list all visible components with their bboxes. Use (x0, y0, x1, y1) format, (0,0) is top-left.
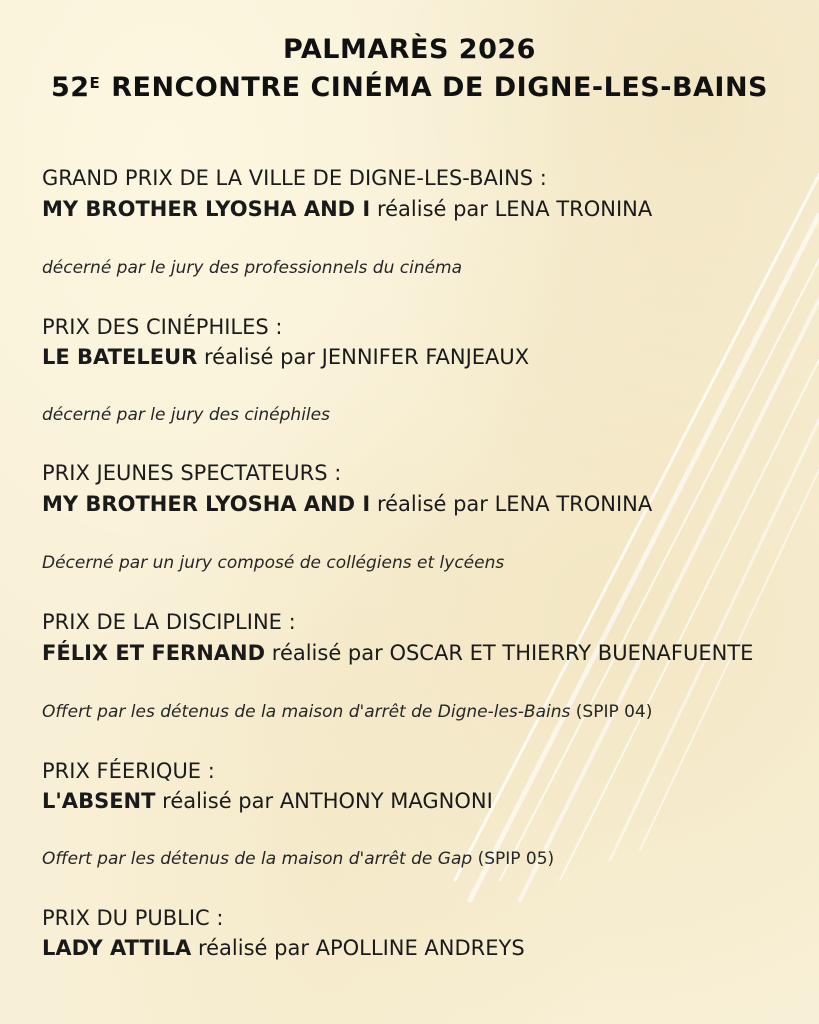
award-note-code: (SPIP 05) (477, 849, 555, 869)
film-title: LE BATELEUR (42, 345, 198, 369)
award-note-text: Offert par les détenus de la maison d'arrêt de Gap (42, 849, 473, 869)
award-category: PRIX DU PUBLIC : (42, 906, 224, 930)
award-film-line (42, 641, 753, 665)
film-title: L'ABSENT (42, 789, 156, 813)
page-subtitle (0, 72, 819, 103)
edition-text: RENCONTRE CINÉMA DE DIGNE-LES-BAINS (111, 72, 769, 103)
award-note: décerné par le jury des cinéphiles (42, 405, 330, 425)
award-category: PRIX FÉERIQUE : (42, 759, 215, 783)
award-film-line (42, 345, 529, 369)
award-note: Décerné par un jury composé de collégiens et lycéens (42, 553, 505, 573)
award-film-line (42, 936, 525, 960)
film-title: MY BROTHER LYOSHA AND I (42, 197, 371, 221)
award-category: PRIX DES CINÉPHILES : (42, 315, 283, 339)
edition-suffix: E (89, 74, 101, 92)
edition-number: 52 (50, 72, 90, 103)
film-director: réalisé par OSCAR ET THIERRY BUENAFUENTE (271, 641, 754, 665)
film-title: FÉLIX ET FERNAND (42, 641, 266, 665)
film-title: LADY ATTILA (42, 936, 192, 960)
award-note-text: Offert par les détenus de la maison d'arrêt de Digne-les-Bains (42, 702, 571, 722)
award-note-code: (SPIP 04) (575, 702, 653, 722)
film-director: réalisé par ANTHONY MAGNONI (162, 789, 493, 813)
award-film-line (42, 492, 652, 516)
film-title: MY BROTHER LYOSHA AND I (42, 492, 371, 516)
award-category: PRIX JEUNES SPECTATEURS : (42, 461, 342, 485)
award-film-line (42, 789, 493, 813)
film-director: réalisé par LENA TRONINA (376, 492, 653, 516)
film-director: réalisé par LENA TRONINA (376, 197, 653, 221)
award-note (42, 849, 554, 869)
award-note (42, 702, 652, 722)
film-director: réalisé par APOLLINE ANDREYS (197, 936, 525, 960)
page-title: PALMARÈS 2026 (283, 34, 536, 65)
film-director: réalisé par JENNIFER FANJEAUX (203, 345, 530, 369)
award-film-line (42, 197, 652, 221)
award-category: GRAND PRIX DE LA VILLE DE DIGNE-LES-BAINS : (42, 166, 547, 190)
award-category: PRIX DE LA DISCIPLINE : (42, 610, 296, 634)
award-note: décerné par le jury des professionnels du cinéma (42, 258, 463, 278)
